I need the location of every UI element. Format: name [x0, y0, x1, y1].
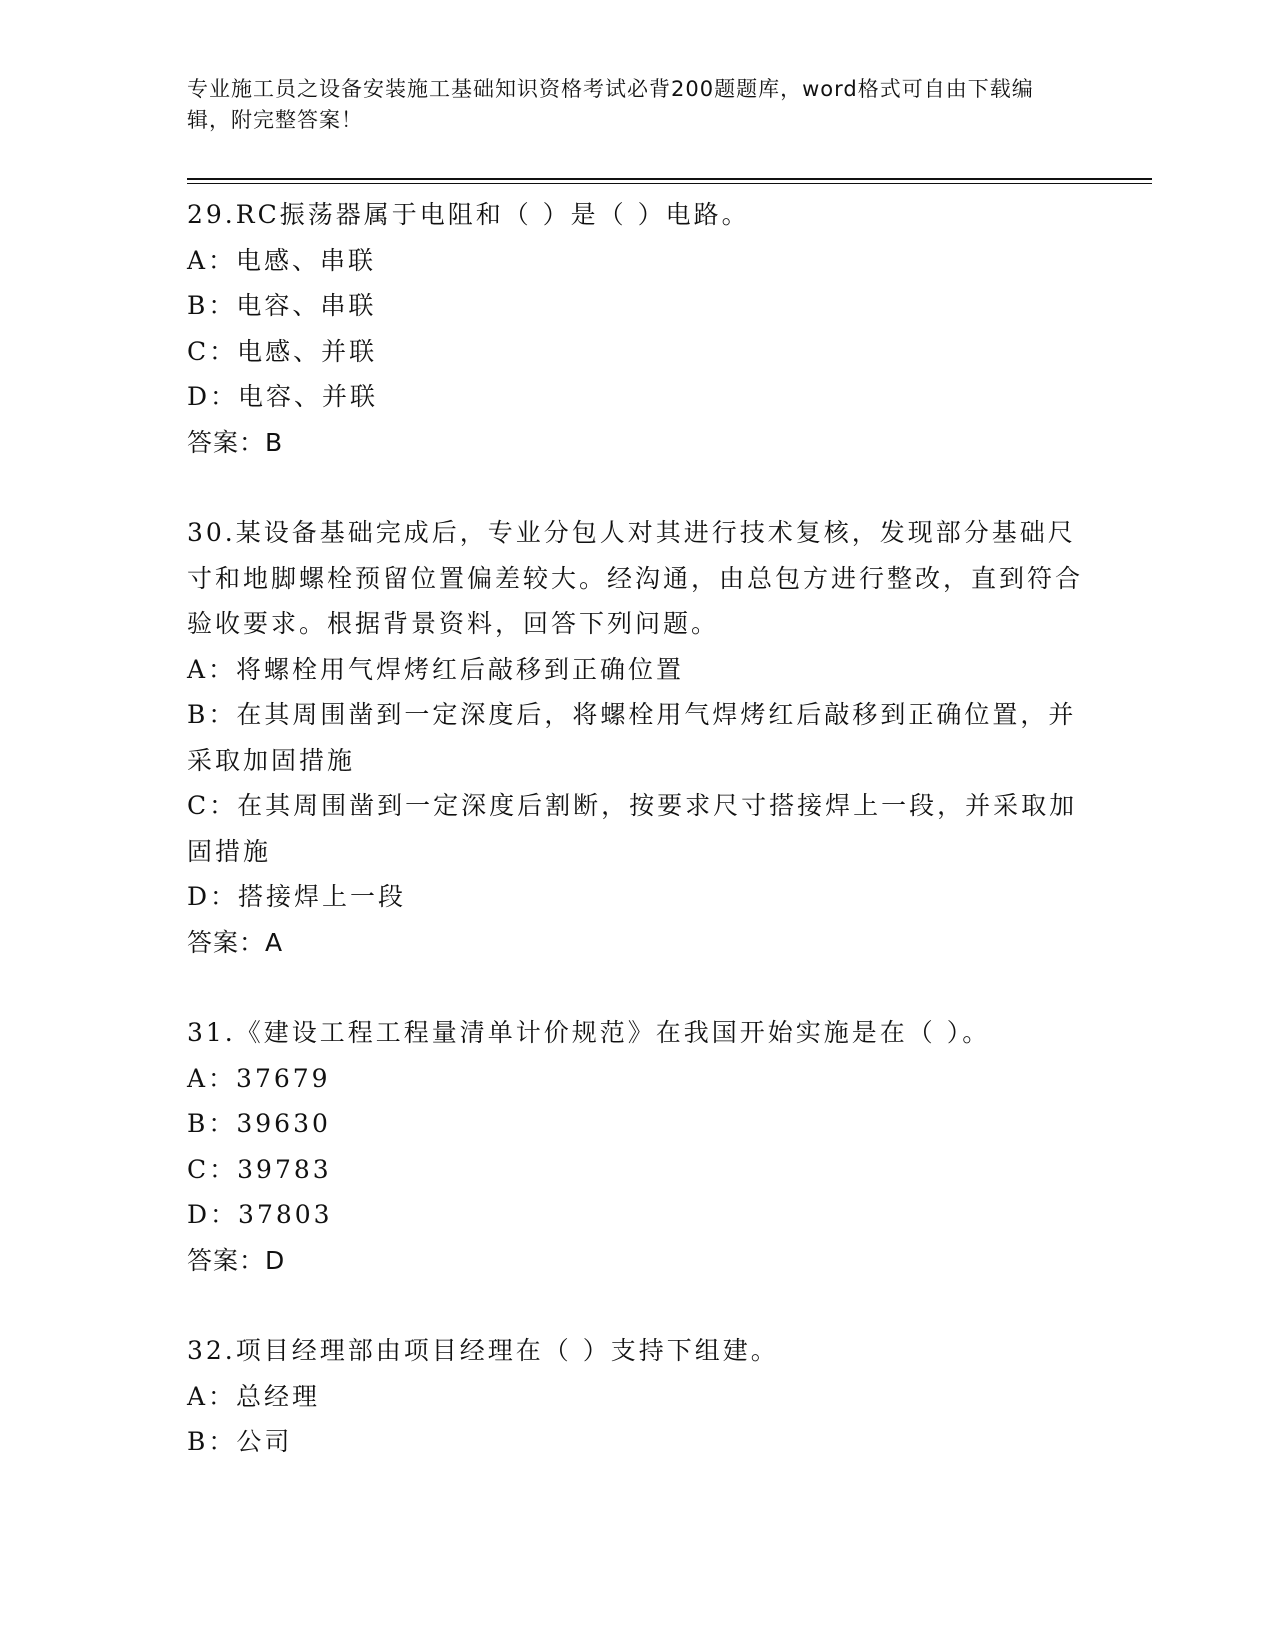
answer-line: 答案：D [187, 1245, 286, 1275]
option-c: C：在其周围凿到一定深度后割断，按要求尺寸搭接焊上一段，并采取加固措施 [187, 791, 1078, 866]
option-d: D：搭接焊上一段 [187, 882, 407, 911]
header-divider-thick [187, 178, 1152, 180]
option-c: C：电感、并联 [187, 336, 378, 366]
answer-line: 答案：B [187, 427, 284, 457]
option-a: A：将螺栓用气焊烤红后敲移到正确位置 [187, 654, 685, 684]
question-32 [187, 1328, 1087, 1465]
option-b: B：电容、串联 [187, 291, 377, 320]
option-a: A：电感、串联 [187, 245, 377, 275]
option-d: D：37803 [187, 1200, 333, 1229]
answer-line: 答案：A [187, 927, 284, 957]
question-31 [187, 1010, 1087, 1283]
question-stem: 31.《建设工程工程量清单计价规范》在我国开始实施是在（ ）。 [187, 1018, 991, 1047]
question-list [187, 192, 1087, 1510]
option-b: B：39630 [187, 1109, 331, 1138]
header-divider-thin [187, 183, 1152, 184]
question-stem: 29.RC振荡器属于电阻和（ ）是（ ）电路。 [187, 200, 750, 229]
question-29 [187, 192, 1087, 465]
question-stem: 30.某设备基础完成后，专业分包人对其进行技术复核，发现部分基础尺寸和地脚螺栓预留位置偏差较大。经沟通，由总包方进行整改，直到符合验收要求。根据背景资料，回答下列问题。 [187, 518, 1084, 638]
question-30 [187, 510, 1087, 965]
option-a: A：37679 [187, 1063, 331, 1093]
option-a: A：总经理 [187, 1381, 321, 1411]
document-header: 专业施工员之设备安装施工基础知识资格考试必背200题题库，word格式可自由下载编辑，附完整答案！ [187, 77, 1034, 132]
question-stem: 32.项目经理部由项目经理在（ ）支持下组建。 [187, 1336, 779, 1365]
option-b: B：在其周围凿到一定深度后，将螺栓用气焊烤红后敲移到正确位置，并采取加固措施 [187, 700, 1077, 775]
option-b: B：公司 [187, 1427, 293, 1456]
option-d: D：电容、并联 [187, 382, 379, 411]
option-c: C：39783 [187, 1154, 332, 1184]
